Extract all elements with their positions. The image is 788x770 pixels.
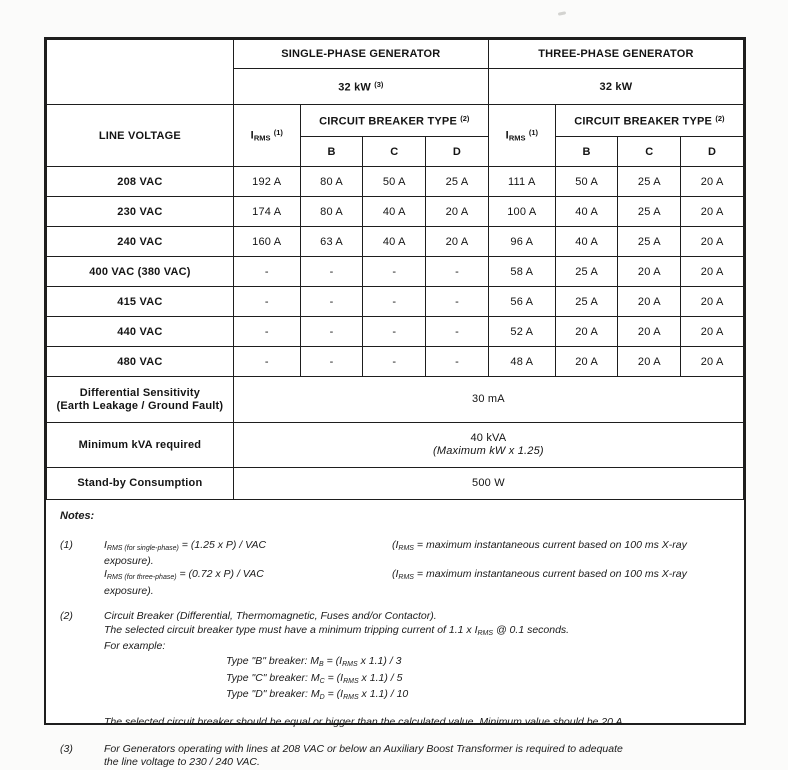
amperage-cell: -	[233, 317, 300, 347]
amperage-cell: -	[233, 347, 300, 377]
differential-sensitivity-row	[47, 377, 744, 423]
amperage-cell: 25 A	[618, 167, 681, 197]
amperage-cell: -	[363, 287, 426, 317]
differential-sensitivity-value	[233, 377, 743, 423]
amperage-cell: -	[300, 287, 363, 317]
amperage-cell: 48 A	[488, 347, 555, 377]
single-phase-generator-header: SINGLE-PHASE GENERATOR	[233, 40, 488, 69]
line-voltage-cell: 240 VAC	[47, 227, 234, 257]
amperage-cell: 20 A	[681, 167, 744, 197]
amperage-cell: 25 A	[426, 167, 489, 197]
formula-text: $I_{RMS (for single-phase)} = (1.25$ x P) / VAC	[104, 538, 267, 552]
standby-consumption-value	[233, 468, 743, 500]
corner-blank-cell	[47, 40, 234, 105]
note-2	[60, 610, 730, 730]
three-phase-generator-header: THREE-PHASE GENERATOR	[488, 40, 743, 69]
amperage-cell: -	[300, 257, 363, 287]
note-body	[104, 539, 730, 599]
amperage-cell: 100 A	[488, 197, 555, 227]
amperage-cell: -	[363, 317, 426, 347]
amperage-cell: 50 A	[363, 167, 426, 197]
voltage-row	[47, 287, 744, 317]
summary-value-line1: 500 W	[472, 476, 505, 489]
note-body	[104, 743, 730, 770]
example-type-d: Type "D" breaker: $M_D = (I_{RMS}$ x 1.1) / 10	[226, 687, 409, 701]
summary-label-line2: (Earth Leakage / Ground Fault)	[56, 399, 224, 412]
irms-single-phase-formula	[104, 539, 730, 569]
amperage-cell: 40 A	[555, 227, 618, 257]
amperage-cell: 20 A	[618, 287, 681, 317]
amperage-cell: 20 A	[426, 197, 489, 227]
formula-remark: ($I_{RMS}$ = maximum instantaneous current based on 100 ms X-ray exposure).	[104, 538, 687, 567]
amperage-cell: 20 A	[555, 347, 618, 377]
irms-three-phase-formula	[104, 568, 730, 598]
amperage-cell: -	[233, 287, 300, 317]
amperage-cell: 20 A	[618, 317, 681, 347]
amperage-cell: 25 A	[555, 257, 618, 287]
amperage-cell: 174 A	[233, 197, 300, 227]
summary-value-line1: 40 kVA	[470, 431, 507, 444]
breaker-d-header-single: D	[426, 137, 489, 167]
amperage-cell: 25 A	[555, 287, 618, 317]
example-type-b: Type "B" breaker: $M_B = (I_{RMS}$ x 1.1) / 3	[226, 655, 402, 668]
summary-label-line1: Differential Sensitivity	[79, 386, 201, 399]
amperage-cell: 20 A	[618, 347, 681, 377]
single-phase-power-rating: 32 kW $^{(3)}$	[233, 69, 488, 105]
amperage-cell: -	[300, 347, 363, 377]
amperage-cell: 20 A	[681, 197, 744, 227]
standby-consumption-label	[47, 468, 234, 500]
boost-transformer-line1: For Generators operating with lines at 208 VAC or below an Auxiliary Boost Transformer is required to adequate	[104, 742, 623, 755]
amperage-cell: 56 A	[488, 287, 555, 317]
amperage-cell: 20 A	[426, 227, 489, 257]
amperage-cell: 58 A	[488, 257, 555, 287]
irms-header-single: $I_{RMS}$ $^{(1)}$	[233, 105, 300, 167]
breaker-b-header-single: B	[300, 137, 363, 167]
amperage-cell: -	[233, 257, 300, 287]
note-number: (1)	[60, 538, 73, 551]
voltage-data-rows	[47, 167, 744, 377]
note-number: (3)	[60, 742, 73, 755]
note-number: (2)	[60, 610, 73, 622]
amperage-cell: 192 A	[233, 167, 300, 197]
standby-consumption-row	[47, 468, 744, 500]
line-voltage-cell: 440 VAC	[47, 317, 234, 347]
notes-section	[46, 499, 744, 768]
minimum-kva-value	[233, 423, 743, 468]
breaker-b-header-three: B	[555, 137, 618, 167]
summary-value-line2: (Maximum kW x 1.25)	[433, 445, 544, 457]
amperage-cell: -	[426, 347, 489, 377]
amperage-cell: -	[426, 287, 489, 317]
example-type-c: Type "C" breaker: $M_C = (I_{RMS}$ x 1.1) / 5	[226, 671, 403, 685]
amperage-cell: 63 A	[300, 227, 363, 257]
differential-sensitivity-label	[47, 377, 234, 423]
generator-spec-sheet	[44, 37, 746, 768]
breaker-c-header-single: C	[363, 137, 426, 167]
amperage-cell: 20 A	[681, 317, 744, 347]
tripping-current-line: The selected circuit breaker type must have a minimum tripping current of 1.1 x $I_{RMS}$ @ 0.1 seconds.	[104, 623, 570, 637]
amperage-cell: 40 A	[363, 227, 426, 257]
amperage-cell: 25 A	[618, 197, 681, 227]
amperage-cell: 20 A	[555, 317, 618, 347]
line-voltage-cell: 480 VAC	[47, 347, 234, 377]
irms-header-three: $I_{RMS}$ $^{(1)}$	[488, 105, 555, 167]
amperage-cell: 20 A	[681, 287, 744, 317]
summary-value-line1: 30 mA	[472, 392, 505, 405]
amperage-cell: 40 A	[363, 197, 426, 227]
amperage-cell: 40 A	[555, 197, 618, 227]
voltage-row	[47, 347, 744, 377]
generator-spec-table	[46, 39, 744, 500]
breaker-type-header-three: CIRCUIT BREAKER TYPE $^{(2)}$	[555, 105, 743, 137]
breaker-d-header-three: D	[681, 137, 744, 167]
line-voltage-cell: 230 VAC	[47, 197, 234, 227]
amperage-cell: -	[426, 257, 489, 287]
amperage-cell: 50 A	[555, 167, 618, 197]
line-voltage-cell: 415 VAC	[47, 287, 234, 317]
amperage-cell: 80 A	[300, 167, 363, 197]
amperage-cell: 20 A	[681, 227, 744, 257]
voltage-row	[47, 257, 744, 287]
line-voltage-cell: 400 VAC (380 VAC)	[47, 257, 234, 287]
amperage-cell: 20 A	[681, 347, 744, 377]
amperage-cell: -	[300, 317, 363, 347]
summary-label-line1: Minimum kVA required	[78, 438, 202, 451]
summary-label-line1: Stand-by Consumption	[77, 477, 203, 489]
breaker-type-header-single: CIRCUIT BREAKER TYPE $^{(2)}$	[300, 105, 488, 137]
amperage-cell: 25 A	[618, 227, 681, 257]
amperage-cell: 96 A	[488, 227, 555, 257]
generator-type-header-row	[47, 40, 744, 69]
formula-remark: ($I_{RMS}$ = maximum instantaneous current based on 100 ms X-ray exposure).	[104, 568, 687, 597]
amperage-cell: -	[363, 257, 426, 287]
amperage-cell: -	[426, 317, 489, 347]
amperage-cell: 20 A	[681, 257, 744, 287]
voltage-row	[47, 167, 744, 197]
amperage-cell: 160 A	[233, 227, 300, 257]
amperage-cell: 111 A	[488, 167, 555, 197]
notes-title: Notes:	[60, 510, 95, 522]
formula-text: $I_{RMS (for three-phase)} = (0.72$ x P) / VAC	[104, 568, 264, 581]
boost-transformer-line2: the line voltage to 230 / 240 VAC.	[104, 756, 260, 768]
voltage-row	[47, 227, 744, 257]
column-group-header-row	[47, 105, 744, 137]
note-2-closing: The selected circuit breaker should be equal or bigger than the calculated value. Minimum value should be 20 A.	[104, 716, 626, 728]
amperage-cell: 20 A	[618, 257, 681, 287]
voltage-row	[47, 197, 744, 227]
note-body	[104, 610, 730, 730]
minimum-kva-label	[47, 423, 234, 468]
three-phase-power-rating: 32 kW	[488, 69, 743, 105]
breaker-c-header-three: C	[618, 137, 681, 167]
breaker-examples	[226, 655, 730, 704]
note-3	[60, 743, 730, 770]
note-1	[60, 539, 730, 599]
minimum-kva-row	[47, 423, 744, 468]
line-voltage-header: LINE VOLTAGE	[47, 105, 234, 167]
amperage-cell: 52 A	[488, 317, 555, 347]
voltage-row	[47, 317, 744, 347]
scan-artifact	[558, 11, 566, 16]
example-label: For example:	[104, 639, 166, 652]
line-voltage-cell: 208 VAC	[47, 167, 234, 197]
breaker-definition-line: Circuit Breaker (Differential, Thermomagnetic, Fuses and/or Contactor).	[104, 610, 437, 622]
amperage-cell: -	[363, 347, 426, 377]
amperage-cell: 80 A	[300, 197, 363, 227]
